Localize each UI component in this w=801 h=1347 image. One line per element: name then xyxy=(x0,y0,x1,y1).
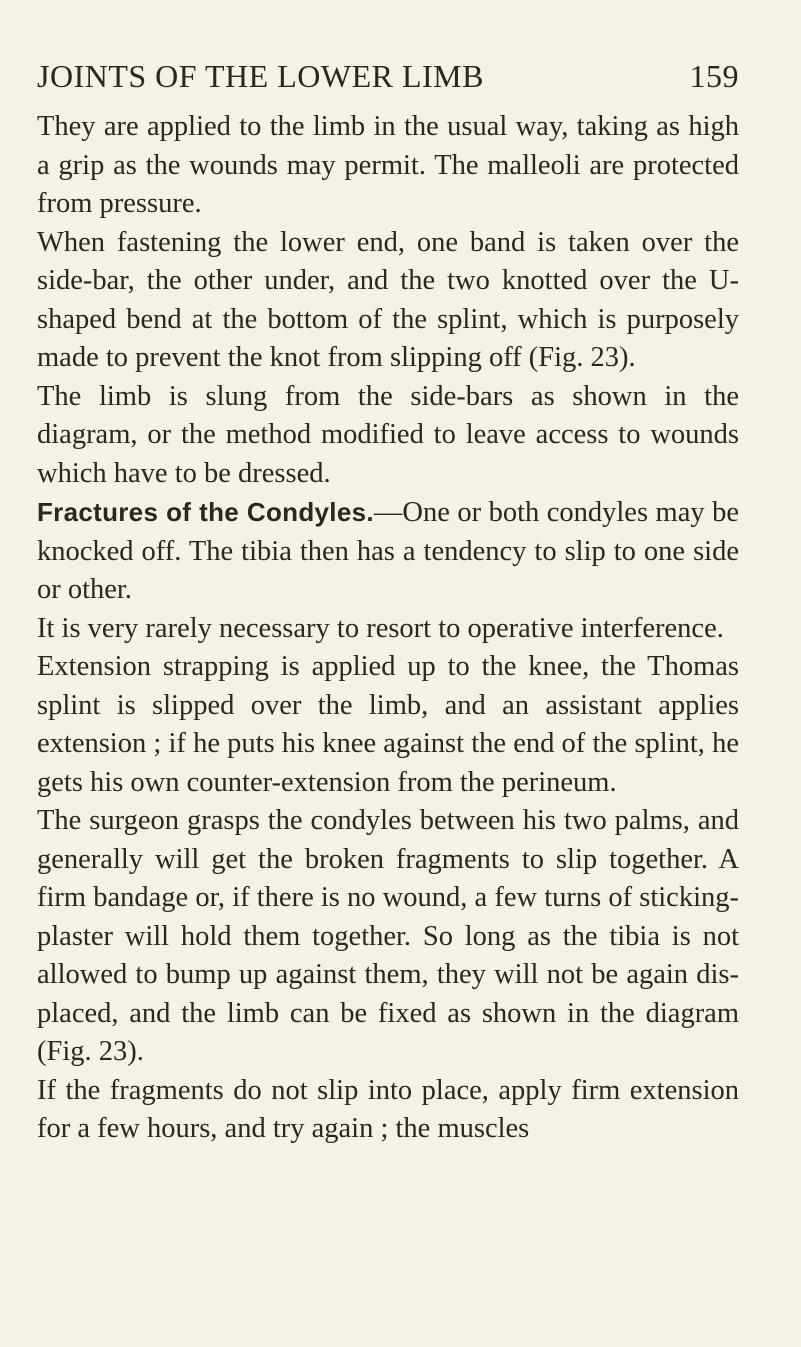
section-heading: Fractures of the Condyles. xyxy=(37,497,374,527)
paragraph-4 xyxy=(37,493,739,610)
paragraph-7-text: The surgeon grasps the condyles between his two palms, and generally will get the broken fragments to slip together. A firm bandage or, if there is no wound, a few turns of sticking-plaster will hold them together. So long as the tibia is not allowed to bump up against them, they will not be again dis- placed, and the limb can be fixed as shown in the diagram (Fig. 23). xyxy=(37,805,739,1067)
paragraph-6 xyxy=(37,648,739,802)
paragraph-3-text: The limb is slung from the side-bars as shown in the diagram, or the method modified to leave access to wounds which have to be dressed. xyxy=(37,380,739,489)
paragraph-8-text: If the fragments do not slip into place, apply firm extension for a few hours, and try again ; the muscles xyxy=(37,1074,739,1144)
paragraph-1 xyxy=(37,108,739,224)
paragraph-5 xyxy=(37,610,739,649)
paragraph-8 xyxy=(37,1072,739,1149)
running-head xyxy=(37,58,739,102)
paragraph-1-text: They are applied to the limb in the usual way, taking as high a grip as the wounds may permit. The malleoli are protected from pressure. xyxy=(37,111,739,219)
paragraph-7 xyxy=(37,802,739,1072)
running-title: JOINTS OF THE LOWER LIMB xyxy=(37,58,484,94)
paragraph-6-text: Extension strapping is applied up to the knee, the Thomas splint is slipped over the limb, and an assistant applies extension ; if he puts his knee against the end of the splint, he gets his own counter-extension from the perineum. xyxy=(37,651,739,798)
paragraph-2-text: When fastening the lower end, one band is taken over the side-bar, the other under, and the two knotted over the U-shaped bend at the bottom of the splint, which is purposely made to prevent the knot from slipping off (Fig. 23). xyxy=(37,226,739,373)
page-number: 159 xyxy=(689,58,739,94)
paragraph-5-text: It is very rarely necessary to resort to operative interference. xyxy=(37,612,724,644)
paragraph-4-text: —One or both condyles may be knocked off. The tibia then has a tendency to slip to one side or other. xyxy=(37,497,739,605)
paragraph-2 xyxy=(37,224,739,378)
body-text xyxy=(37,108,739,1149)
paragraph-3 xyxy=(37,378,739,494)
